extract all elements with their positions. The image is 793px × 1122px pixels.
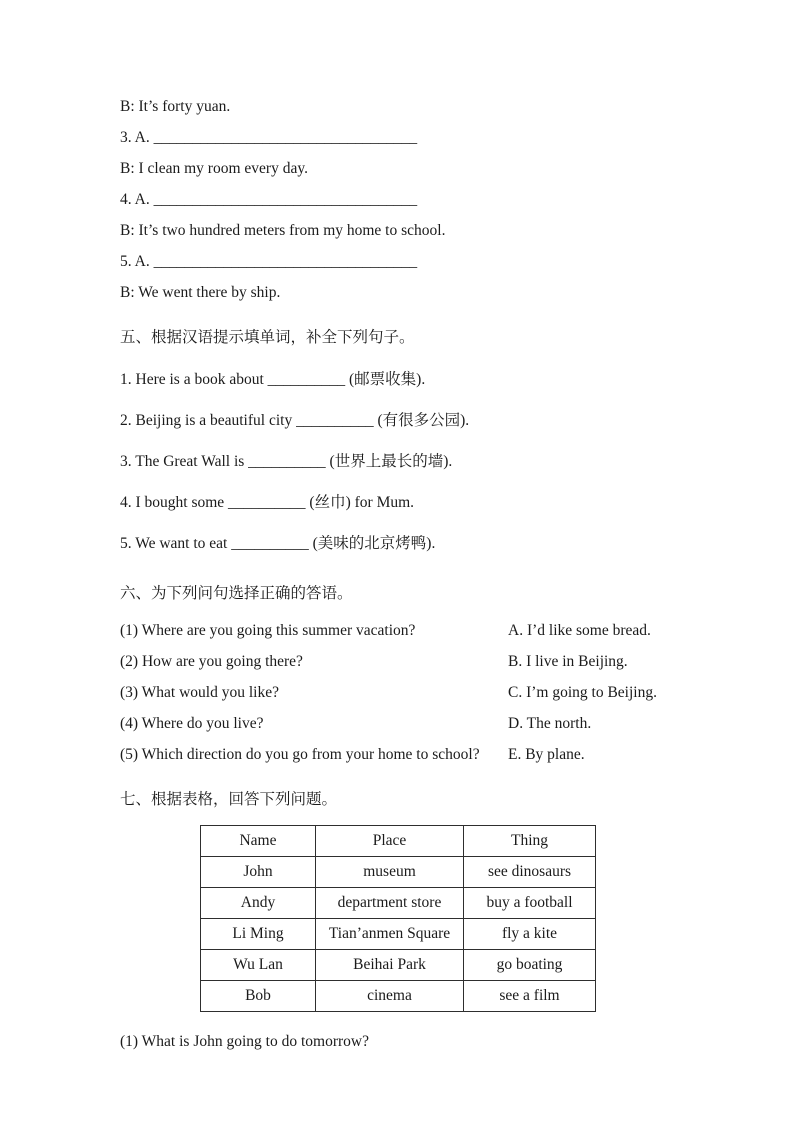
table-cell: see dinosaurs <box>464 857 596 888</box>
table-cell: fly a kite <box>464 919 596 950</box>
match-answer: C. I’m going to Beijing. <box>508 684 657 701</box>
dialogue-section <box>120 91 703 308</box>
table-header-row <box>201 826 596 857</box>
table-cell: Li Ming <box>201 919 316 950</box>
fill-blank-item: 1. Here is a book about __________ (邮票收集). <box>120 371 426 388</box>
fill-blank-item: 3. The Great Wall is __________ (世界上最长的墙). <box>120 453 453 470</box>
table-row <box>201 981 596 1012</box>
table-cell: department store <box>316 888 464 919</box>
dialogue-line: B: We went there by ship. <box>120 284 281 301</box>
table-cell: Bob <box>201 981 316 1012</box>
match-row <box>120 615 703 646</box>
match-question: (5) Which direction do you go from your home to school? <box>120 746 480 763</box>
section7-heading: 七、根据表格，回答下列问题。 <box>120 791 338 808</box>
dialogue-line: 3. A. __________________________________ <box>120 129 418 146</box>
table-cell: Beihai Park <box>316 950 464 981</box>
fill-blank-item: 2. Beijing is a beautiful city __________ (有很多公园). <box>120 412 470 429</box>
table-cell: Andy <box>201 888 316 919</box>
match-answer: A. I’d like some bread. <box>508 622 651 639</box>
info-table <box>200 825 596 1012</box>
table-question: (1) What is John going to do tomorrow? <box>120 1033 369 1050</box>
match-answer: D. The north. <box>508 715 592 732</box>
fill-blank-item: 4. I bought some __________ (丝巾) for Mum. <box>120 494 415 511</box>
match-row <box>120 677 703 708</box>
section6-heading: 六、为下列问句选择正确的答语。 <box>120 585 353 602</box>
match-answer: B. I live in Beijing. <box>508 653 628 670</box>
dialogue-line: 4. A. __________________________________ <box>120 191 418 208</box>
match-question: (1) Where are you going this summer vacation? <box>120 622 416 639</box>
table-header-thing: Thing <box>464 826 596 857</box>
table-cell: go boating <box>464 950 596 981</box>
table-row <box>201 919 596 950</box>
match-row <box>120 646 703 677</box>
match-answer: E. By plane. <box>508 746 585 763</box>
table-row <box>201 857 596 888</box>
table-row <box>201 950 596 981</box>
match-row <box>120 739 703 770</box>
table-header-name: Name <box>201 826 316 857</box>
dialogue-line: B: It’s forty yuan. <box>120 98 231 115</box>
table-cell: museum <box>316 857 464 888</box>
table-cell: Wu Lan <box>201 950 316 981</box>
fill-blank-item: 5. We want to eat __________ (美味的北京烤鸭). <box>120 535 436 552</box>
dialogue-line: B: I clean my room every day. <box>120 160 308 177</box>
table-header-place: Place <box>316 826 464 857</box>
table-cell: Tian’anmen Square <box>316 919 464 950</box>
section6-matching <box>120 615 703 770</box>
match-row <box>120 708 703 739</box>
dialogue-line: B: It’s two hundred meters from my home to school. <box>120 222 446 239</box>
section5-items <box>120 359 703 564</box>
table-cell: John <box>201 857 316 888</box>
match-question: (4) Where do you live? <box>120 715 264 732</box>
dialogue-line: 5. A. __________________________________ <box>120 253 418 270</box>
table-row <box>201 888 596 919</box>
table-cell: buy a football <box>464 888 596 919</box>
table-cell: cinema <box>316 981 464 1012</box>
table-cell: see a film <box>464 981 596 1012</box>
match-question: (3) What would you like? <box>120 684 279 701</box>
match-question: (2) How are you going there? <box>120 653 303 670</box>
section5-heading: 五、根据汉语提示填单词，补全下列句子。 <box>120 329 415 346</box>
